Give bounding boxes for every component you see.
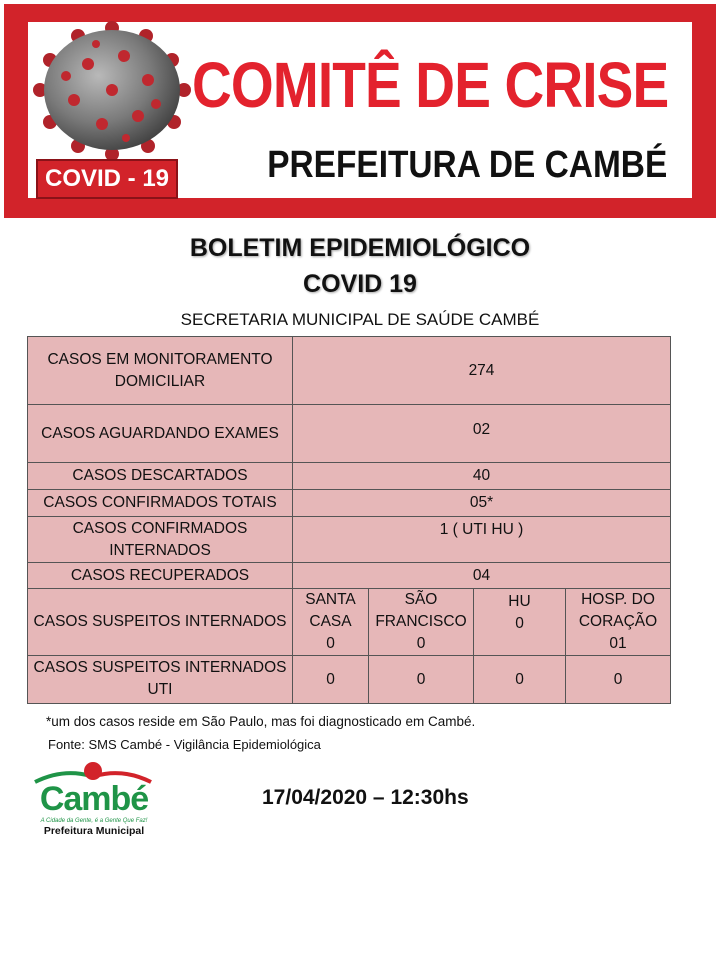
table-row [28,463,671,490]
hospital-name: SÃO [404,591,438,608]
hospital-cell-coracao [566,589,671,656]
row-value: 274 [293,337,671,405]
hospital-value: 0 [326,635,335,652]
covid-badge: COVID - 19 [36,159,178,199]
row-value: 1 ( UTI HU ) [293,517,671,563]
row-value: 05* [293,490,671,517]
row-label-line: CASOS EM MONITORAMENTO [47,350,273,368]
row-label-line: DOMICILIAR [114,372,206,390]
logo-tagline: A Cidade da Gente, é a Gente Que Faz! [40,818,148,824]
row-label-line: UTI [147,681,173,698]
table-row [28,405,671,463]
epidemiological-table [27,336,671,704]
table-row [28,490,671,517]
uti-value: 0 [369,656,474,704]
crisis-committee-banner [4,4,716,218]
banner-title: COMITÊ DE CRISE [192,49,669,121]
logo-wordmark: Cambé [39,780,149,818]
row-label-line: INTERNADOS [109,541,211,559]
health-secretariat-heading: SECRETARIA MUNICIPAL DE SAÚDE CAMBÉ [180,310,540,329]
row-label [28,337,293,405]
table-row [28,589,671,656]
hospital-value: 01 [609,635,627,652]
uti-value: 0 [293,656,369,704]
table-row [28,563,671,589]
banner-subtitle: PREFEITURA DE CAMBÉ [267,144,668,186]
cambe-logo [33,758,155,840]
row-label: CASOS AGUARDANDO EXAMES [28,405,293,463]
hospital-name: HU [508,593,531,610]
logo-dot-icon [84,762,102,780]
table-row [28,517,671,563]
uti-value: 0 [474,656,566,704]
row-label [28,656,293,704]
row-value: 40 [293,463,671,490]
row-label: CASOS DESCARTADOS [28,463,293,490]
logo-subtitle: Prefeitura Municipal [43,825,145,837]
row-value: 04 [293,563,671,589]
row-label-line: CASOS SUSPEITOS INTERNADOS [33,659,287,676]
hospital-value: 0 [515,615,524,632]
table-row [28,656,671,704]
row-label: CASOS CONFIRMADOS TOTAIS [28,490,293,517]
hospital-name: CASA [309,613,352,630]
bulletin-title: BOLETIM EPIDEMIOLÓGICO [189,234,531,262]
hospital-value: 0 [416,635,426,652]
bulletin-datetime: 17/04/2020 – 12:30hs [262,786,469,809]
hospital-name: CORAÇÃO [578,613,658,630]
uti-value: 0 [566,656,671,704]
row-label: CASOS SUSPEITOS INTERNADOS [28,589,293,656]
row-label: CASOS RECUPERADOS [28,563,293,589]
hospital-name: FRANCISCO [375,613,467,630]
footnote: *um dos casos reside em São Paulo, mas foi diagnosticado em Cambé. [46,714,476,729]
source-note: Fonte: SMS Cambé - Vigilância Epidemiológica [48,737,321,752]
hospital-name: HOSP. DO [581,591,655,608]
row-label-line: CASOS CONFIRMADOS [72,519,248,537]
hospital-cell-sao-francisco [369,589,474,656]
hospital-cell-hu [474,589,566,656]
row-value: 02 [293,405,671,463]
coronavirus-icon [26,20,198,160]
row-label [28,517,293,563]
bulletin-subtitle: COVID 19 [303,270,417,298]
hospital-name: SANTA [305,591,356,608]
hospital-cell-santa-casa [293,589,369,656]
table-row [28,337,671,405]
